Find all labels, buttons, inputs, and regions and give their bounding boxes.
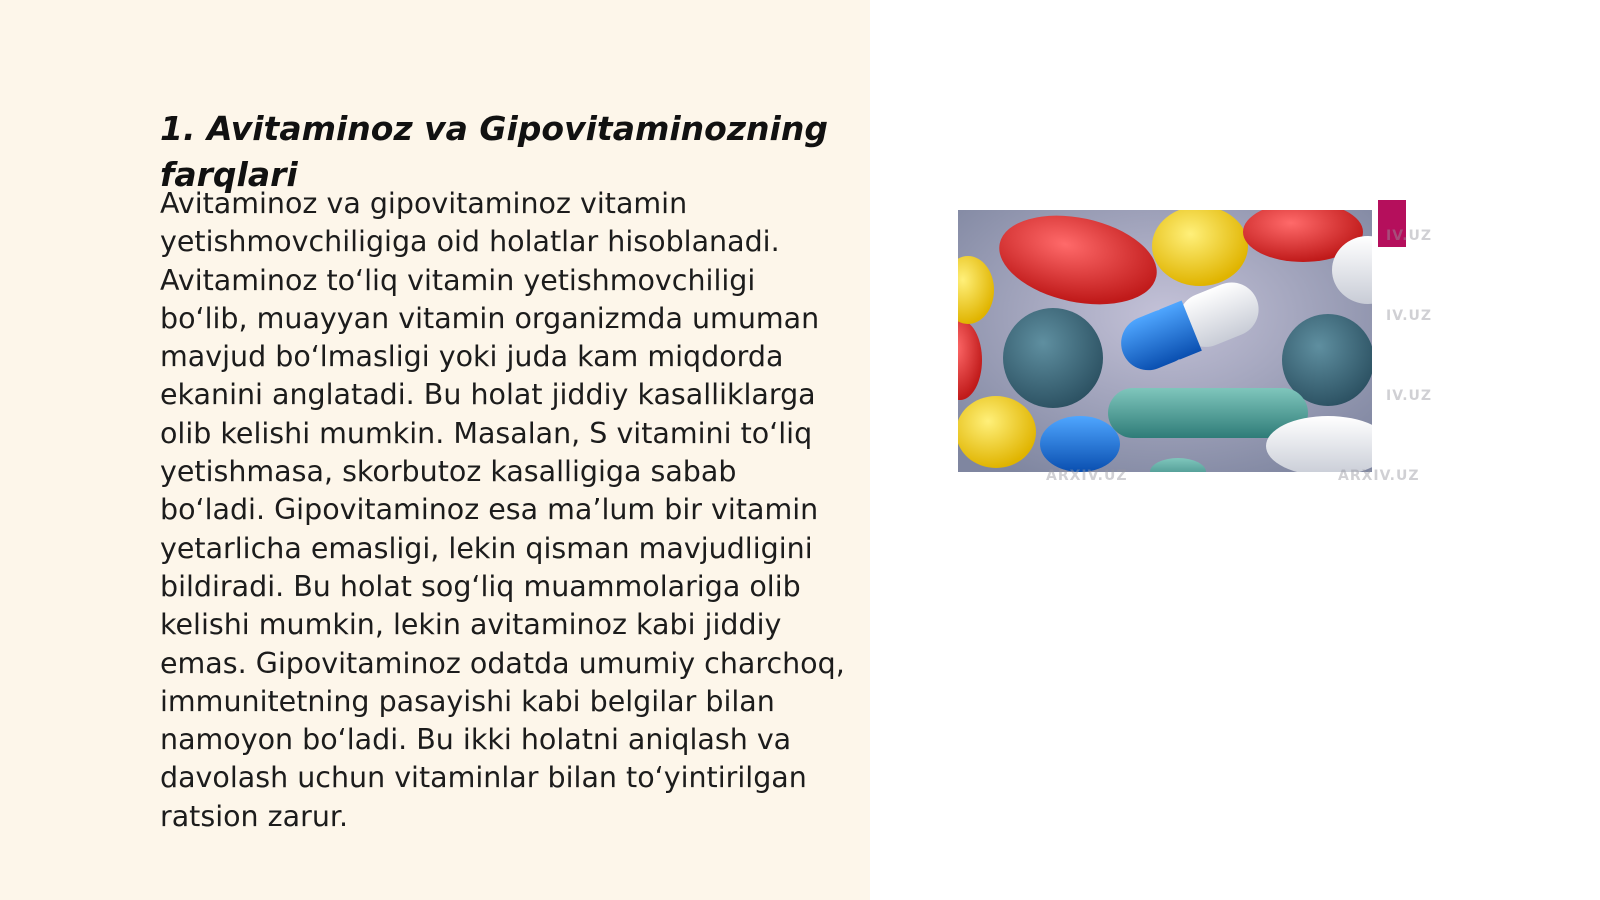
- slide-body-text: Avitaminoz va gipovitaminoz vitamin yetishmovchiligiga oid holatlar hisoblanadi. Avitaminoz to‘liq vitamin yetishmovchiligi bo‘lib, muayyan vitamin organizmda umuman mavjud bo‘lmasligi yoki juda kam miqdorda ekanini anglatadi. Bu holat jiddiy kasalliklarga olib kelishi mumkin. Masalan, S vitamini to‘liq yetishmasa, skorbutoz kasalligiga sabab bo‘ladi. Gipovitaminoz esa ma’lum bir vitamin yetarlicha emasligi, lekin qisman mavjudligini bildiradi. Bu holat sog‘liq muammolariga olib kelishi mumkin, lekin avitaminoz kabi jiddiy emas. Gipovitaminoz odatda umumiy charchoq, immunitetning pasayishi kabi belgilar bilan namoyon bo‘ladi. Bu ikki holatni aniqlash va davolash uchun vitaminlar bilan to‘yintirilgan ratsion zarur.: [160, 187, 845, 833]
- pills-photo: [958, 210, 1372, 472]
- pills-illustration: [958, 210, 1372, 472]
- slide-title: 1. Avitaminoz va Gipovitaminozning farqlari: [160, 109, 828, 194]
- watermark: IV.UZ: [1386, 308, 1433, 324]
- watermark: IV.UZ: [1386, 228, 1433, 244]
- watermark: ARXIV.UZ: [1338, 468, 1420, 484]
- watermark: IV.UZ: [1386, 388, 1433, 404]
- watermark: ARXIV.UZ: [1046, 468, 1128, 484]
